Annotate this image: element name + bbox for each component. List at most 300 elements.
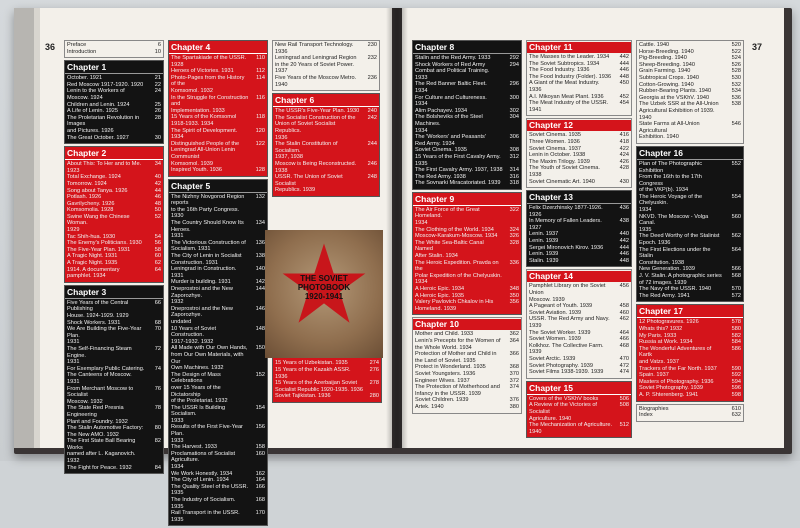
toc-entry[interactable] — [639, 55, 741, 62]
toc-entry[interactable] — [415, 404, 519, 411]
toc-entry[interactable] — [67, 88, 161, 101]
toc-entry[interactable] — [529, 179, 629, 186]
toc-entry[interactable] — [67, 135, 161, 142]
toc-entry[interactable] — [415, 286, 519, 293]
toc-entry-page: 246 — [367, 160, 377, 167]
toc-entry[interactable] — [67, 194, 161, 201]
toc-entry-title: Stalin and the Red Army. 1933 — [415, 55, 491, 61]
toc-entry[interactable] — [529, 80, 629, 93]
toc-entry[interactable] — [529, 165, 629, 178]
toc-entry-page: 302 — [509, 107, 519, 114]
toc-entry[interactable] — [171, 345, 265, 371]
toc-entry[interactable] — [639, 88, 741, 95]
toc-entry[interactable] — [529, 61, 629, 68]
toc-entry-page: 456 — [619, 283, 629, 290]
toc-entry[interactable] — [171, 444, 265, 451]
toc-entry[interactable] — [415, 180, 519, 187]
toc-entry-title: The Spirit of Development. 1934 — [171, 127, 239, 141]
toc-entry-page: 26 — [154, 108, 161, 115]
toc-entry[interactable] — [275, 161, 377, 174]
toc-entry-page: 328 — [509, 239, 519, 246]
toc-entry-title: Engineer Wives. 1937 — [415, 377, 470, 384]
toc-entry[interactable] — [415, 207, 519, 227]
toc-entry[interactable] — [67, 346, 161, 366]
toc-entry[interactable] — [171, 471, 265, 478]
toc-entry[interactable] — [639, 101, 741, 121]
toc-entry-page: 34 — [154, 161, 161, 168]
toc-entry-page: 446 — [619, 67, 629, 74]
toc-entry-page: 170 — [255, 510, 265, 517]
toc-entry[interactable] — [415, 227, 519, 234]
toc-entry[interactable] — [275, 115, 377, 141]
toc-entry[interactable] — [171, 68, 265, 75]
chapter-heading: Chapter 10 — [413, 319, 521, 330]
toc-entry[interactable] — [415, 260, 519, 286]
toc-entry-page: 322 — [509, 206, 519, 213]
toc-entry[interactable] — [171, 497, 265, 510]
toc-entry[interactable] — [275, 174, 377, 194]
toc-entry-title: About This: To Her and to Me. 1923 — [67, 161, 143, 174]
toc-entry[interactable] — [639, 161, 741, 194]
toc-entry[interactable] — [67, 366, 161, 386]
toc-entry-page: 474 — [619, 369, 629, 376]
toc-entry[interactable] — [639, 406, 741, 413]
toc-entry-page: 418 — [619, 138, 629, 145]
chapter-heading: Chapter 8 — [413, 42, 521, 54]
toc-entry[interactable] — [275, 108, 377, 115]
toc-entry[interactable] — [415, 108, 519, 115]
toc-entry[interactable] — [171, 326, 265, 346]
toc-entry-title: A Heroic Epic. 1934 — [415, 286, 465, 292]
toc-entry[interactable] — [171, 510, 265, 523]
toc-entry[interactable] — [639, 392, 741, 399]
toc-entry[interactable] — [529, 336, 629, 343]
toc-entry-title: Sheep-Breeding. 1940 — [639, 61, 695, 68]
toc-entry-page: 152 — [255, 371, 265, 378]
toc-entry[interactable] — [171, 477, 265, 484]
chapter-heading: Chapter 4 — [169, 42, 267, 54]
toc-entry[interactable] — [529, 54, 629, 61]
toc-entry[interactable] — [67, 234, 161, 241]
toc-entry[interactable] — [529, 205, 629, 218]
toc-entry[interactable] — [67, 240, 161, 247]
toc-entry-page: 154 — [255, 404, 265, 411]
toc-entry[interactable] — [415, 134, 519, 147]
toc-entry-page: 110 — [256, 55, 265, 61]
toc-entry-title: New Rail Transport Technology. 1936 — [275, 42, 354, 55]
toc-entry[interactable] — [529, 152, 629, 159]
toc-entry-title: Biographies — [639, 405, 669, 412]
toc-entry[interactable] — [171, 253, 265, 266]
toc-entry[interactable] — [415, 378, 519, 385]
toc-entry-page: 300 — [509, 94, 519, 101]
toc-entry[interactable] — [529, 245, 629, 252]
toc-entry[interactable] — [639, 247, 741, 267]
toc-entry-page: 512 — [619, 422, 629, 429]
toc-entry-title: Soviet Films 1938-1939. 1939 — [529, 369, 604, 376]
toc-entry[interactable] — [415, 62, 519, 82]
toc-entry[interactable] — [67, 253, 161, 260]
toc-section — [636, 40, 744, 144]
toc-entry-page: 160 — [255, 450, 265, 457]
toc-entry[interactable] — [171, 286, 265, 306]
toc-entry-title: Inspired Youth. 1936 — [171, 167, 223, 174]
toc-entry[interactable] — [639, 121, 741, 141]
toc-entry[interactable] — [529, 310, 629, 317]
toc-entry[interactable] — [529, 132, 629, 139]
toc-entry-title: The USSR's Five-Year Plan. 1930 — [275, 108, 360, 115]
toc-entry[interactable] — [529, 94, 629, 101]
toc-section — [526, 269, 632, 378]
toc-entry-page: 24 — [154, 88, 161, 95]
toc-entry[interactable] — [275, 393, 379, 400]
toc-entry[interactable] — [415, 81, 519, 94]
toc-entry-page: 366 — [509, 351, 519, 358]
toc-entry[interactable] — [529, 303, 629, 310]
toc-entry[interactable] — [639, 68, 741, 75]
toc-entry-title: The Deed Worthy of the Stalinist Epoch. 1936 — [639, 233, 720, 247]
toc-entry[interactable] — [529, 67, 629, 74]
toc-entry-title: Trackers of the Far North. 1937 — [639, 365, 717, 372]
toc-entry[interactable] — [67, 465, 161, 472]
toc-entry[interactable] — [171, 279, 265, 286]
toc-entry[interactable] — [415, 338, 519, 351]
toc-entry-title: The Red Banner Baltic Fleet. 1934 — [415, 81, 487, 94]
toc-entry[interactable] — [67, 102, 161, 109]
toc-entry-title: Rubber-Bearing Plants. 1940 — [639, 88, 712, 95]
toc-entry-title: The USSR Is Building Socialism. 1933 — [171, 404, 226, 424]
chapter-heading: Chapter 14 — [527, 271, 631, 282]
toc-entry[interactable] — [529, 422, 629, 435]
toc-entry-page: 562 — [731, 233, 741, 240]
toc-entry[interactable] — [529, 100, 629, 113]
toc-entry-title: 15 Years of the First Cavalry Army. 1935 — [415, 153, 501, 167]
toc-entry-title: The Food Industry. 1936 — [529, 67, 590, 74]
toc-entry[interactable] — [639, 286, 741, 293]
toc-entry[interactable] — [415, 95, 519, 108]
toc-entry-page: 368 — [509, 364, 519, 371]
toc-entry[interactable] — [67, 405, 161, 425]
toc-entry[interactable] — [639, 214, 741, 234]
toc-entry[interactable] — [415, 174, 519, 181]
toc-entry[interactable] — [529, 330, 629, 337]
toc-entry[interactable] — [639, 379, 741, 386]
toc-entry-title: Three Women. 1936 — [529, 138, 580, 145]
toc-entry-page: 70 — [154, 326, 161, 333]
toc-entry[interactable] — [275, 55, 377, 75]
toc-entry[interactable] — [275, 75, 377, 88]
toc-entry-page: 438 — [619, 218, 629, 225]
toc-entry-page: 58 — [154, 246, 161, 253]
toc-section — [272, 93, 380, 197]
toc-entry[interactable] — [415, 397, 519, 404]
toc-entry-title: For Culture and Cultureness. 1934 — [415, 94, 487, 108]
toc-entry[interactable] — [171, 451, 265, 471]
toc-entry[interactable] — [415, 299, 519, 312]
toc-entry[interactable] — [171, 266, 265, 279]
toc-entry-page: 568 — [731, 273, 741, 279]
toc-entry[interactable] — [67, 181, 161, 188]
toc-entry[interactable] — [529, 251, 629, 258]
toc-entry[interactable] — [639, 293, 741, 300]
toc-entry-page: 230 — [367, 42, 377, 48]
toc-entry-title: The Stalin Constitution of Socialism. 1937, 1938 — [275, 141, 338, 161]
toc-entry[interactable] — [639, 339, 741, 346]
toc-entry[interactable] — [415, 384, 519, 397]
toc-entry[interactable] — [67, 115, 161, 135]
toc-entry-page: 526 — [731, 61, 741, 68]
toc-entry[interactable] — [529, 363, 629, 370]
toc-entry-page: 472 — [619, 362, 629, 369]
toc-entry[interactable] — [67, 247, 161, 254]
toc-entry[interactable] — [415, 240, 519, 260]
toc-entry[interactable] — [529, 74, 629, 81]
toc-entry[interactable] — [67, 260, 161, 267]
toc-entry[interactable] — [67, 174, 161, 181]
toc-entry-title: A Giant of the Meat Industry. 1936 — [529, 80, 602, 93]
toc-entry[interactable] — [639, 82, 741, 89]
toc-entry-title: Spain. 1937 — [639, 372, 669, 379]
toc-entry-page: 50 — [154, 207, 161, 214]
toc-entry[interactable] — [67, 75, 161, 82]
toc-entry[interactable] — [529, 258, 629, 265]
toc-entry[interactable] — [171, 194, 265, 220]
toc-entry[interactable] — [639, 194, 741, 214]
left-column-2 — [168, 40, 268, 528]
toc-entry-page: 296 — [509, 81, 519, 88]
toc-entry-title: Komsomolia. 1928 — [67, 207, 114, 214]
toc-entry-page: 444 — [619, 60, 629, 67]
toc-entry-title: The Meat Industry of the USSR. 1941 — [529, 100, 610, 113]
toc-entry[interactable] — [415, 147, 519, 154]
toc-entry-title: Heroes of Victories. 1931 — [171, 68, 234, 75]
toc-entry-page: 120 — [255, 127, 265, 134]
toc-entry[interactable] — [529, 343, 629, 356]
toc-entry-title: The Red Army. 1941 — [639, 292, 690, 299]
toc-entry-title: Pig-Breeding. 1940 — [639, 55, 687, 62]
toc-entry[interactable] — [529, 402, 629, 422]
toc-entry[interactable] — [639, 372, 741, 379]
toc-entry[interactable] — [639, 346, 741, 366]
toc-entry[interactable] — [171, 141, 265, 167]
toc-section — [412, 317, 522, 413]
toc-entry-title: The Soviet Worker. 1939 — [529, 329, 591, 336]
toc-entry-title: In Memory of Fallen Leaders. 1927 — [529, 218, 604, 231]
toc-entry[interactable] — [639, 49, 741, 56]
toc-entry[interactable] — [171, 128, 265, 141]
toc-entry-page: 632 — [731, 412, 741, 419]
toc-entry-title: Felix Dzerzhinsky 1877-1926. 1926 — [529, 205, 605, 218]
toc-entry-page: 582 — [731, 332, 741, 339]
toc-entry[interactable] — [67, 108, 161, 115]
toc-entry[interactable] — [67, 188, 161, 195]
toc-entry[interactable] — [639, 326, 741, 333]
toc-entry-title: The Soviet Subtropics. 1934 — [529, 60, 600, 67]
toc-entry[interactable] — [415, 364, 519, 371]
toc-entry-page: 314 — [509, 167, 519, 174]
toc-entry[interactable] — [639, 333, 741, 340]
toc-entry-title: The White Sea-Baltic Canal Named After Stalin. 1934 — [415, 239, 484, 260]
toc-entry-page: 560 — [731, 213, 741, 220]
toc-entry[interactable] — [171, 95, 265, 115]
toc-entry-page: 444 — [619, 244, 629, 251]
toc-entry[interactable] — [415, 154, 519, 167]
toc-entry[interactable] — [415, 114, 519, 134]
toc-entry[interactable] — [67, 201, 161, 208]
toc-entry-page: 148 — [255, 325, 265, 332]
toc-entry-title: Dneprostroi and the New Zaporozhye. undated — [171, 305, 233, 325]
toc-entry[interactable] — [67, 320, 161, 327]
toc-entry-page: 278 — [369, 380, 379, 387]
toc-section — [272, 40, 380, 91]
toc-entry[interactable] — [171, 240, 265, 253]
toc-entry-page: 312 — [509, 153, 519, 160]
toc-entry[interactable] — [275, 141, 377, 161]
toc-entry-page: 136 — [255, 239, 265, 246]
toc-entry-title: Lenin. 1937 — [529, 231, 559, 238]
toc-entry[interactable] — [67, 207, 161, 214]
toc-entry-title: The Nizhny Novgorod Region reports to the 16th Party Congress. 1930 — [171, 193, 245, 220]
toc-entry[interactable] — [275, 367, 379, 380]
left-page — [14, 8, 392, 523]
toc-entry-title: The Youth of Soviet Cinema. 1938 — [529, 165, 602, 178]
chapter-heading: Chapter 16 — [637, 148, 743, 160]
toc-entry[interactable] — [529, 356, 629, 363]
toc-section — [64, 40, 164, 58]
toc-entry-page: 362 — [509, 331, 519, 338]
toc-entry[interactable] — [275, 380, 379, 393]
toc-section — [64, 285, 164, 474]
toc-entry-page: 462 — [619, 316, 629, 323]
toc-entry[interactable] — [529, 231, 629, 238]
toc-entry[interactable] — [529, 139, 629, 146]
toc-entry-title: Horse-Breeding. 1940 — [639, 48, 694, 55]
toc-entry-page: 570 — [731, 286, 741, 293]
toc-entry[interactable] — [529, 159, 629, 166]
toc-entry[interactable] — [639, 95, 741, 102]
toc-entry[interactable] — [67, 214, 161, 234]
toc-entry[interactable] — [67, 42, 161, 49]
toc-entry[interactable] — [529, 146, 629, 153]
toc-entry-title: The Five-Year Plan. 1931 — [67, 246, 131, 253]
toc-entry-title: Masters of Photography. 1936 — [639, 378, 714, 385]
toc-entry[interactable] — [67, 267, 161, 280]
toc-entry[interactable] — [171, 484, 265, 497]
toc-entry[interactable] — [639, 233, 741, 246]
toc-entry-title: The Red Army. 1938 — [415, 173, 466, 180]
toc-entry-page: 446 — [619, 251, 629, 258]
toc-entry-page: 56 — [154, 240, 161, 247]
toc-entry[interactable] — [171, 75, 265, 95]
toc-entry[interactable] — [67, 425, 161, 438]
toc-entry[interactable] — [529, 369, 629, 376]
toc-entry[interactable] — [415, 167, 519, 174]
toc-entry-page: 356 — [509, 299, 519, 306]
toc-entry-page: 294 — [509, 61, 519, 68]
toc-entry[interactable] — [171, 220, 265, 240]
toc-entry[interactable] — [529, 396, 629, 403]
toc-entry[interactable] — [67, 438, 161, 464]
toc-entry[interactable] — [67, 161, 161, 174]
toc-entry-title: The Maxim Trilogy. 1939 — [529, 158, 590, 165]
toc-entry-title: Whats this? 1932 — [639, 325, 683, 332]
toc-entry[interactable] — [639, 273, 741, 286]
toc-entry[interactable] — [415, 233, 519, 240]
toc-entry-page: 374 — [509, 384, 519, 391]
toc-entry[interactable] — [275, 42, 377, 55]
toc-entry-page: 318 — [509, 180, 519, 187]
left-margin-stripe — [14, 8, 34, 448]
toc-entry-title: A Life of Lenin. 1925 — [67, 108, 119, 115]
toc-entry-title: Photo-Pages from the History of the Komsomol. 1932 — [171, 74, 245, 94]
toc-entry-title: We Are Building the Five-Year Plan. 1931 — [67, 326, 142, 346]
toc-entry[interactable] — [171, 372, 265, 405]
toc-entry[interactable] — [171, 55, 265, 68]
toc-entry-page: 430 — [619, 178, 629, 185]
toc-entry[interactable] — [639, 42, 741, 49]
toc-entry[interactable] — [639, 385, 741, 392]
toc-entry[interactable] — [67, 82, 161, 89]
toc-entry[interactable] — [639, 366, 741, 373]
toc-entry[interactable] — [171, 405, 265, 425]
toc-entry[interactable] — [171, 424, 265, 444]
toc-entry[interactable] — [415, 55, 519, 62]
right-column-1 — [412, 40, 522, 416]
toc-entry-page: 524 — [731, 55, 741, 62]
toc-entry[interactable] — [639, 412, 741, 419]
toc-entry[interactable] — [171, 167, 265, 174]
toc-entry[interactable] — [639, 75, 741, 82]
toc-entry-title: Soviet Aviation. 1939 — [529, 309, 582, 316]
toc-entry-page: 316 — [509, 173, 519, 180]
toc-entry[interactable] — [171, 114, 265, 127]
toc-entry[interactable] — [639, 62, 741, 69]
toc-entry[interactable] — [415, 331, 519, 338]
toc-entry[interactable] — [415, 371, 519, 378]
toc-entry[interactable] — [529, 238, 629, 245]
toc-entry[interactable] — [529, 316, 629, 329]
chapter-heading: Chapter 11 — [527, 42, 631, 53]
toc-entry[interactable] — [415, 351, 519, 364]
toc-entry-page: 380 — [509, 403, 519, 410]
toc-entry[interactable] — [529, 283, 629, 303]
toc-entry-page: 566 — [731, 266, 741, 273]
toc-entry-title: The Navy of the USSR. 1940 — [639, 286, 712, 293]
toc-entry-title: Mother and Child. 1933 — [415, 331, 474, 338]
toc-entry-title: Protection of Mother and Child in the Land of Soviet. 1935 — [415, 351, 497, 364]
toc-entry-page: 80 — [154, 425, 161, 432]
toc-entry[interactable] — [67, 386, 161, 406]
toc-entry[interactable] — [171, 306, 265, 326]
toc-entry-title: Song about Tanya. 1926 — [67, 187, 128, 194]
toc-entry[interactable] — [67, 326, 161, 346]
toc-entry-page: 522 — [731, 48, 741, 55]
toc-entry-page: 274 — [369, 360, 379, 367]
toc-entry[interactable] — [639, 266, 741, 273]
toc-entry[interactable] — [67, 49, 161, 56]
toc-entry[interactable] — [415, 293, 519, 300]
toc-entry[interactable] — [639, 319, 741, 326]
toc-entry-page: 324 — [509, 226, 519, 233]
toc-entry-page: 128 — [255, 167, 265, 174]
toc-entry[interactable] — [529, 218, 629, 231]
cover-title-line1: THE SOVIET — [300, 274, 348, 283]
toc-entry[interactable] — [275, 360, 379, 367]
toc-entry[interactable] — [67, 300, 161, 320]
toc-section — [526, 40, 632, 116]
toc-entry-page: 248 — [367, 174, 377, 181]
toc-entry-title: Moscow is Being Reconstructed. 1938 — [275, 160, 357, 174]
